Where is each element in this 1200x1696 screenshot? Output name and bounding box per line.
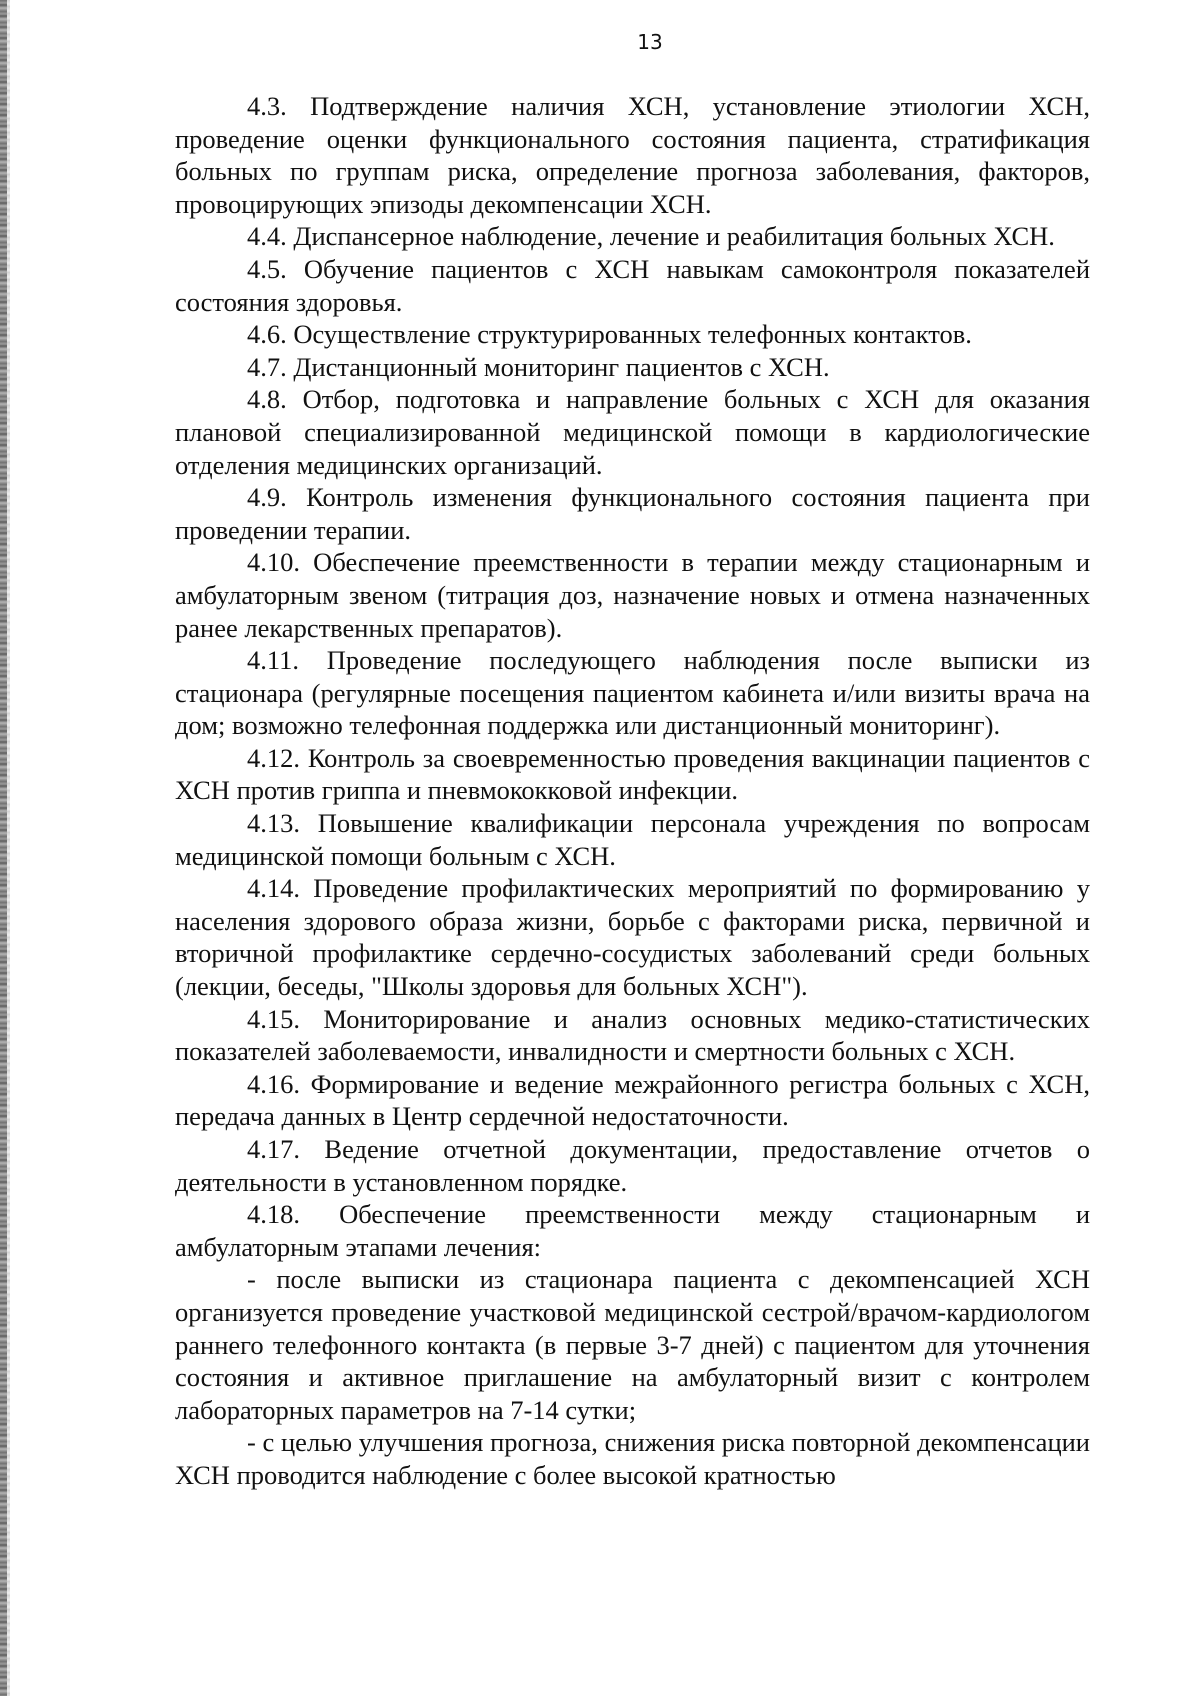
list-item-prognosis-monitoring: - с целью улучшения прогноза, снижения риска повторной декомпенсации ХСН проводится наблюдение с более высокой кратностью (175, 1427, 1090, 1490)
scan-edge-highlight (7, 0, 10, 1696)
page-number: 13 (637, 30, 663, 54)
paragraph-4-18: 4.18. Обеспечение преемственности между стационарным и амбулаторным этапами лечения: (175, 1199, 1090, 1262)
paragraph-4-4: 4.4. Диспансерное наблюдение, лечение и реабилитация больных ХСН. (247, 221, 1055, 252)
paragraph-4-14: 4.14. Проведение профилактических мероприятий по формированию у населения здорового образа жизни, борьбе с факторами риска, первичной и вторичной профилактике сердечно-сосудистых заболеваний среди больных (лекции, беседы, "Школы здоровья для больных ХСН"). (175, 873, 1090, 1002)
paragraph-4-5: 4.5. Обучение пациентов с ХСН навыкам самоконтроля показателей состояния здоровья. (175, 253, 1090, 317)
scan-edge-shadow (0, 0, 7, 1696)
list-item-discharge-contact: - после выписки из стационара пациента с декомпенсацией ХСН организуется проведение участковой медицинской сестрой/врачом-кардиологом раннего телефонного контакта (в первые 3-7 дней) с пациентом для уточнения состояния и активное приглашение на амбулаторный визит с контролем лабораторных параметров на 7-14 сутки; (175, 1264, 1090, 1425)
paragraph-4-8: 4.8. Отбор, подготовка и направление больных с ХСН для оказания плановой специализированной медицинской помощи в кардиологические отделения медицинских организаций. (175, 384, 1090, 480)
document-body (175, 90, 1090, 1492)
paragraph-4-6: 4.6. Осуществление структурированных телефонных контактов. (247, 319, 972, 350)
paragraph-4-11: 4.11. Проведение последующего наблюдения после выписки из стационара (регулярные посещения пациентом кабинета и/или визиты врача на дом; возможно телефонная поддержка или дистанционный мониторинг). (175, 645, 1090, 741)
paragraph-4-10: 4.10. Обеспечение преемственности в терапии между стационарным и амбулаторным звеном (титрация доз, назначение новых и отмена назначенных ранее лекарственных препаратов). (175, 547, 1090, 643)
paragraph-4-9: 4.9. Контроль изменения функционального состояния пациента при проведении терапии. (175, 482, 1090, 545)
paragraph-4-15: 4.15. Мониторирование и анализ основных медико-статистических показателей заболеваемости, инвалидности и смертности больных с ХСН. (175, 1003, 1090, 1067)
paragraph-4-16: 4.16. Формирование и ведение межрайонного регистра больных с ХСН, передача данных в Центр сердечной недостаточности. (175, 1068, 1090, 1132)
paragraph-4-13: 4.13. Повышение квалификации персонала учреждения по вопросам медицинской помощи больным с ХСН. (175, 808, 1090, 871)
paragraph-4-12: 4.12. Контроль за своевременностью проведения вакцинации пациентов с ХСН против гриппа и пневмококковой инфекции. (175, 742, 1090, 806)
paragraph-4-3: 4.3. Подтверждение наличия ХСН, установление этиологии ХСН, проведение оценки функционального состояния пациента, стратификация больных по группам риска, определение прогноза заболевания, факторов, провоцирующих эпизоды декомпенсации ХСН. (175, 91, 1090, 219)
paragraph-4-7: 4.7. Дистанционный мониторинг пациентов с ХСН. (247, 351, 830, 382)
paragraph-4-17: 4.17. Ведение отчетной документации, предоставление отчетов о деятельности в установленном порядке. (175, 1134, 1090, 1197)
